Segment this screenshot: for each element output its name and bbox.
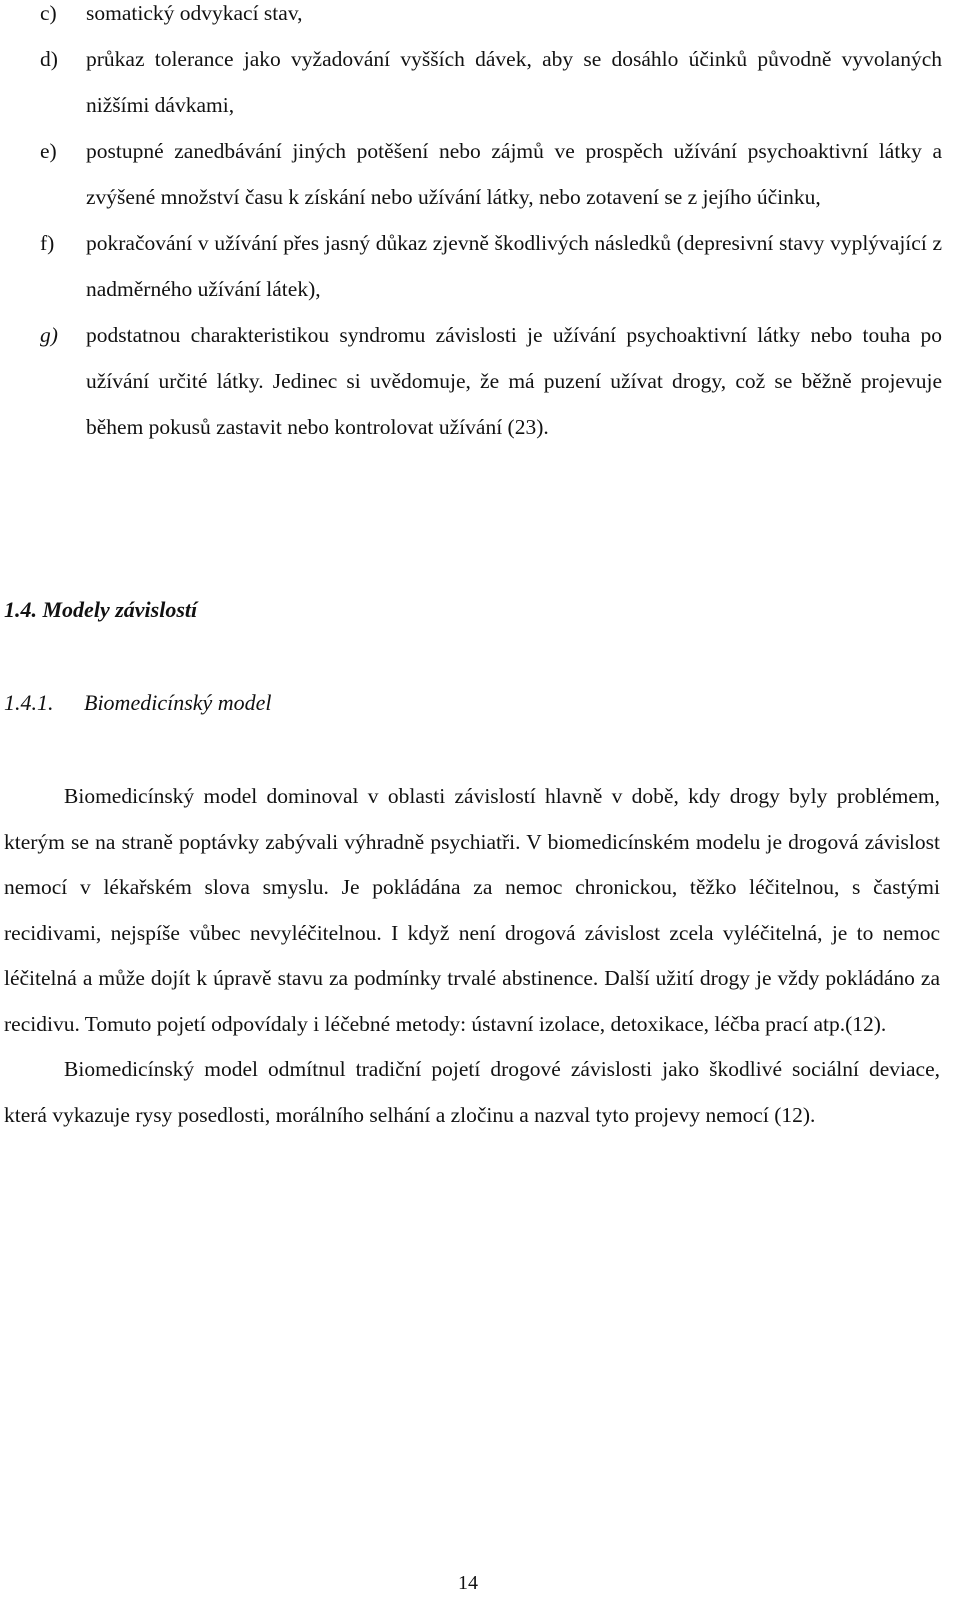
subsection-number: 1.4.1.	[4, 690, 54, 715]
list-item-text: somatický odvykací stav,	[86, 1, 303, 25]
list-marker: g)	[40, 323, 58, 347]
criteria-list	[0, 0, 956, 450]
list-item	[0, 128, 956, 220]
list-item-text: podstatnou charakteristikou syndromu závislosti je užívání psychoaktivní látky nebo touha po užívání určité látky. Jedinec si uvědomuje, že má puzení užívat drogy, což se běžně projevuje během pokusů zastavit nebo kontrolovat užívání (23).	[86, 323, 942, 439]
list-marker: f)	[40, 231, 55, 255]
list-item-text: postupné zanedbávání jiných potěšení nebo zájmů ve prospěch užívání psychoaktivní látky a zvýšené množství času k získání nebo užívání látky, nebo zotavení se z jejího účinku,	[86, 139, 942, 209]
paragraph: Biomedicínský model dominoval v oblasti závislostí hlavně v době, kdy drogy byly problémem, kterým se na straně poptávky zabývali výhradně psychiatři. V biomedicínském modelu je drogová závislost nemocí v lékařském slova smyslu. Je pokládána za nemoc chronickou, těžko léčitelnou, s častými recidivami, nejspíše vůbec nevyléčitelnou. I když není drogová závislost zcela vyléčitelná, je to nemoc léčitelná a může dojít k úpravě stavu za podmínky trvalé abstinence. Další užití drogy je vždy pokládáno za recidivu. Tomuto pojetí odpovídaly i léčebné metody: ústavní izolace, detoxikace, léčba prací atp.(12).	[4, 784, 940, 1036]
list-item	[0, 312, 956, 450]
body-text	[4, 774, 940, 1138]
list-marker: e)	[40, 139, 57, 163]
list-item-text: průkaz tolerance jako vyžadování vyšších dávek, aby se dosáhlo účinků původně vyvolaných nižšími dávkami,	[86, 47, 942, 117]
list-item-text: pokračování v užívání přes jasný důkaz zjevně škodlivých následků (depresivní stavy vyplývající z nadměrného užívání látek),	[86, 231, 942, 301]
list-marker: c)	[40, 1, 57, 25]
list-item	[0, 220, 956, 312]
page-number: 14	[458, 1572, 478, 1594]
subsection-title: Biomedicínský model	[84, 690, 272, 715]
subsection-heading	[4, 690, 272, 716]
section-heading: 1.4. Modely závislostí	[4, 597, 198, 622]
list-marker: d)	[40, 47, 58, 71]
list-item	[0, 36, 956, 128]
list-item	[0, 0, 956, 36]
paragraph: Biomedicínský model odmítnul tradiční pojetí drogové závislosti jako škodlivé sociální deviace, která vykazuje rysy posedlosti, morálního selhání a zločinu a nazval tyto projevy nemocí (12).	[4, 1057, 940, 1127]
